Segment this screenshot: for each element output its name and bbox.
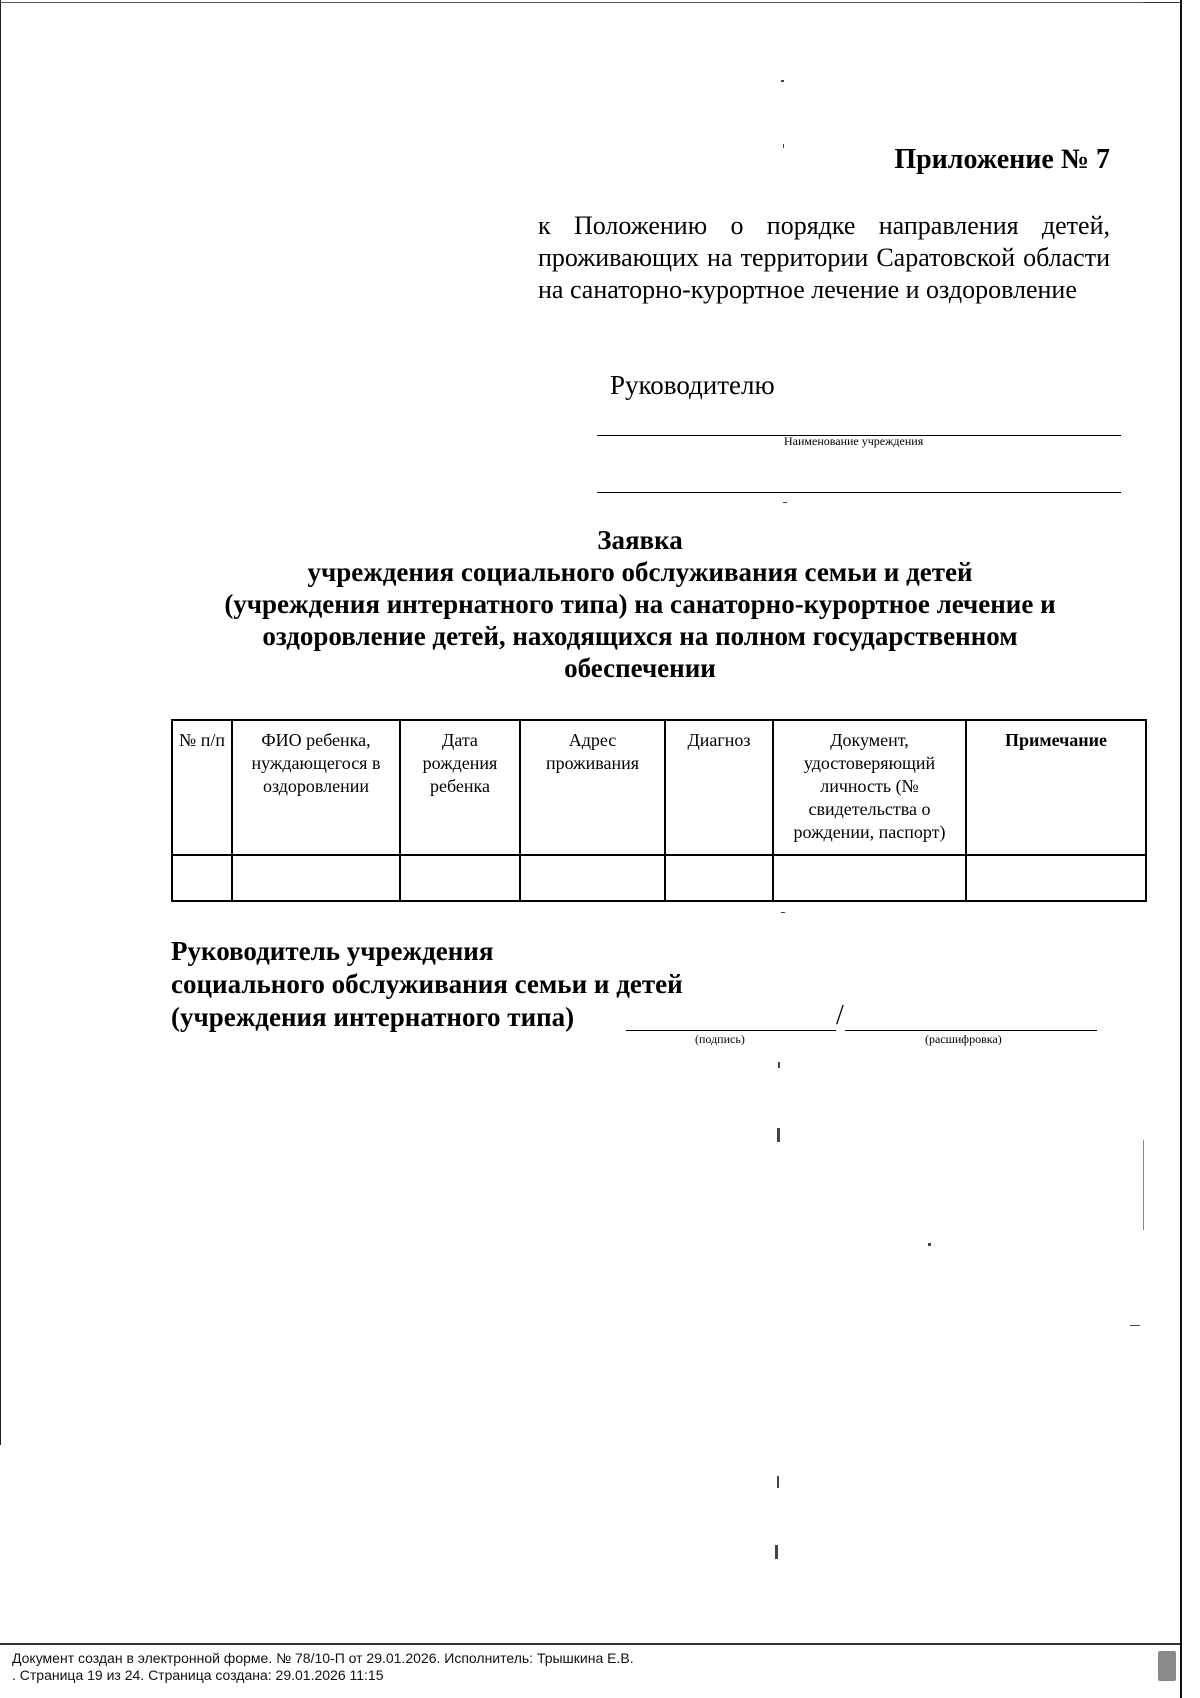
decryption-line <box>845 1030 1097 1031</box>
scan-speck <box>928 1243 931 1246</box>
footer-line-1: Документ создан в электронной форме. № 78/10-П от 29.01.2026. Исполнитель: Трышкина Е.В. <box>12 1650 634 1666</box>
institution-name-line-2 <box>597 492 1121 493</box>
scan-speck <box>781 912 785 913</box>
scan-speck <box>777 1128 780 1142</box>
footer-line-2: . Страница 19 из 24. Страница создана: 29.01.2026 11:15 <box>12 1667 384 1683</box>
scan-speck <box>1130 1325 1140 1326</box>
scan-speck <box>775 1545 778 1559</box>
title-line-3: (учреждения интернатного типа) на санаторно-курортное лечение и <box>224 589 1056 619</box>
signature-separator: / <box>836 1000 844 1031</box>
table-row <box>172 855 1146 901</box>
scan-speck <box>778 1062 780 1068</box>
header-identity-document: Документ, удостоверяющий личность (№ свидетельства о рождении, паспорт) <box>773 720 966 855</box>
title-line-1: Заявка <box>597 525 683 555</box>
signature-caption: (подпись) <box>695 1032 745 1046</box>
table-cell <box>773 855 966 901</box>
appendix-reference: к Положению о порядке направления детей, проживающих на территории Саратовской области на санаторно-курортное лечение и оздоровление <box>538 211 1110 304</box>
table-cell <box>966 855 1146 901</box>
footer-divider <box>0 1643 1180 1645</box>
appendix-title: Приложение № 7 <box>894 144 1110 175</box>
table-cell <box>172 855 232 901</box>
scan-left-edge <box>0 0 1 1445</box>
signature-line-2: социального обслуживания семьи и детей <box>171 969 683 999</box>
scan-right-edge <box>1180 0 1182 1698</box>
header-note: Примечание <box>966 720 1146 855</box>
title-line-4: оздоровление детей, находящихся на полном государственном <box>262 621 1018 651</box>
header-diagnosis: Диагноз <box>665 720 773 855</box>
scan-top-edge <box>0 2 1180 3</box>
table-cell <box>232 855 400 901</box>
scan-speck <box>783 502 787 503</box>
title-line-5: обеспечении <box>564 653 716 683</box>
footer <box>12 1650 634 1684</box>
scan-speck <box>1143 1140 1144 1230</box>
table-cell <box>520 855 665 901</box>
header-birth-date: Дата рождения ребенка <box>400 720 520 855</box>
signature-line-3: (учреждения интернатного типа) <box>171 1002 575 1032</box>
children-table <box>171 719 1147 902</box>
table-cell <box>400 855 520 901</box>
header-address: Адрес проживания <box>520 720 665 855</box>
scan-speck <box>781 80 784 82</box>
table-cell <box>665 855 773 901</box>
scan-speck <box>777 1476 779 1488</box>
decryption-caption: (расшифровка) <box>925 1032 1002 1046</box>
header-number: № п/п <box>172 720 232 855</box>
signature-line-1: Руководитель учреждения <box>171 936 494 966</box>
recipient-label: Руководителю <box>610 370 775 400</box>
signature-block <box>171 935 683 1034</box>
scan-top-edge-right <box>1143 2 1179 3</box>
document-stamp-icon <box>1158 1651 1176 1681</box>
header-child-name: ФИО ребенка, нуждающегося в оздоровлении <box>232 720 400 855</box>
scan-speck <box>783 144 784 148</box>
document-title <box>160 524 1120 684</box>
signature-line <box>626 1030 836 1031</box>
title-line-2: учреждения социального обслуживания семьи и детей <box>307 557 973 587</box>
table-header-row <box>172 720 1146 855</box>
institution-caption: Наименование учреждения <box>784 434 924 448</box>
